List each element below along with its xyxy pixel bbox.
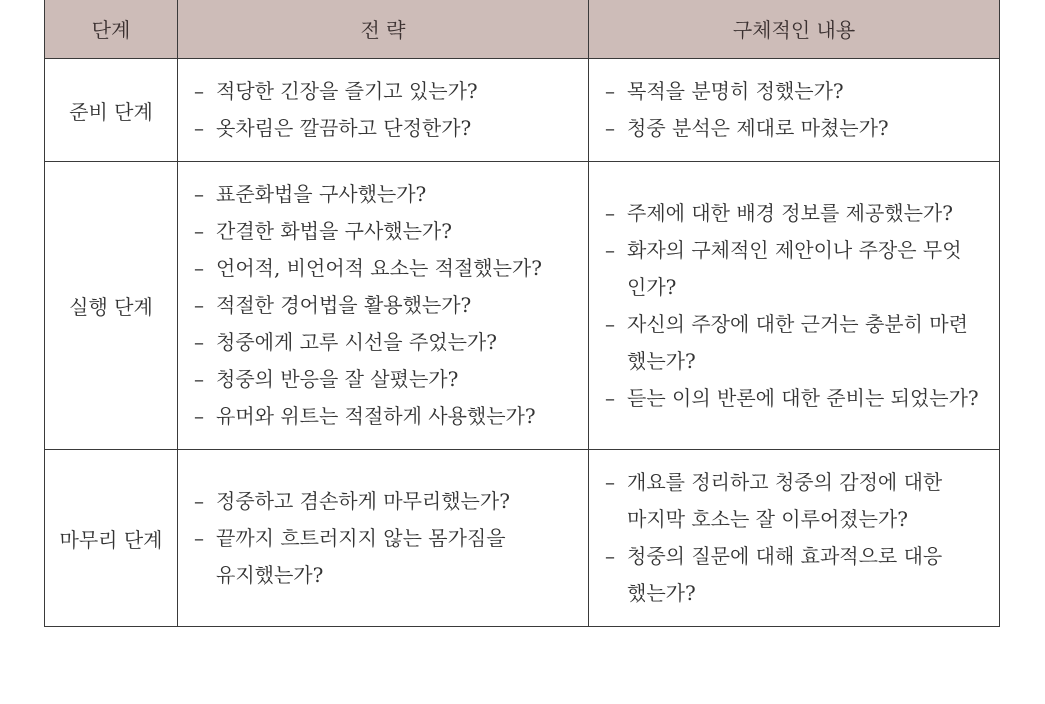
list-item-text: 유지했는가? (216, 562, 324, 587)
list-item (194, 520, 586, 594)
list-item-text: – 옷차림은 깔끔하고 단정한가? (216, 116, 472, 140)
list-item (194, 398, 586, 435)
list-item-text: 인가? (627, 274, 677, 299)
list-item (194, 213, 586, 250)
speech-checklist-table (44, 0, 1000, 627)
detail-cell (589, 450, 1000, 627)
list-item-text: – 청중에게 고루 시선을 주었는가? (216, 330, 497, 354)
detail-list (605, 195, 997, 417)
list-item-text: 했는가? (627, 348, 696, 373)
header-detail: 구체적인 내용 (589, 0, 1000, 59)
list-item-text: – 화자의 구체적인 제안이나 주장은 무엇 (627, 237, 962, 262)
list-item-text: – 목적을 분명히 정했는가? (627, 79, 844, 103)
list-item-text: – 간결한 화법을 구사했는가? (216, 219, 452, 243)
list-item (194, 483, 586, 520)
stage-cell: 마무리 단계 (45, 450, 178, 627)
list-item-text: – 언어적, 비언어적 요소는 적절했는가? (216, 256, 542, 280)
list-item-text: – 자신의 주장에 대한 근거는 충분히 마련 (627, 311, 968, 336)
list-item (194, 250, 586, 287)
header-stage: 단계 (45, 0, 178, 59)
list-item (605, 306, 997, 380)
detail-list (605, 464, 997, 612)
detail-cell (589, 59, 1000, 162)
strategy-cell (178, 59, 589, 162)
list-item (605, 538, 997, 612)
strategy-list (194, 483, 586, 594)
table-row (45, 450, 1000, 627)
list-item (605, 73, 997, 110)
list-item (194, 110, 586, 147)
list-item (605, 464, 997, 538)
list-item-text: – 듣는 이의 반론에 대한 준비는 되었는가? (627, 385, 979, 410)
list-item-text: – 청중 분석은 제대로 마쳤는가? (627, 116, 889, 140)
list-item-text: – 유머와 위트는 적절하게 사용했는가? (216, 404, 536, 428)
list-item-text: – 표준화법을 구사했는가? (216, 182, 427, 206)
list-item (605, 380, 997, 417)
header-row (45, 0, 1000, 59)
list-item-text: – 적절한 경어법을 활용했는가? (216, 293, 472, 317)
strategy-list (194, 73, 586, 147)
list-item-text: – 청중의 반응을 잘 살폈는가? (216, 367, 459, 391)
list-item (605, 195, 997, 232)
list-item-text: – 끝까지 흐트러지지 않는 몸가짐을 (216, 525, 506, 550)
table-row (45, 162, 1000, 450)
list-item-text: – 정중하고 겸손하게 마무리했는가? (216, 488, 510, 513)
strategy-list (194, 176, 586, 435)
list-item (194, 287, 586, 324)
strategy-cell (178, 162, 589, 450)
detail-list (605, 73, 997, 147)
list-item-text: 했는가? (627, 581, 696, 605)
detail-cell (589, 162, 1000, 450)
list-item-text: – 주제에 대한 배경 정보를 제공했는가? (627, 200, 953, 225)
list-item-text: – 적당한 긴장을 즐기고 있는가? (216, 79, 478, 103)
checklist-table-container (44, 0, 999, 627)
stage-cell: 실행 단계 (45, 162, 178, 450)
list-item (194, 73, 586, 110)
strategy-cell (178, 450, 589, 627)
list-item-text: – 개요를 정리하고 청중의 감정에 대한 (627, 470, 943, 494)
list-item-text: 마지막 호소는 잘 이루어졌는가? (627, 507, 908, 531)
list-item (194, 361, 586, 398)
list-item (194, 324, 586, 361)
list-item (605, 232, 997, 306)
stage-cell: 준비 단계 (45, 59, 178, 162)
list-item-text: – 청중의 질문에 대해 효과적으로 대응 (627, 544, 943, 568)
header-strategy: 전 략 (178, 0, 589, 59)
list-item (605, 110, 997, 147)
table-row (45, 59, 1000, 162)
list-item (194, 176, 586, 213)
